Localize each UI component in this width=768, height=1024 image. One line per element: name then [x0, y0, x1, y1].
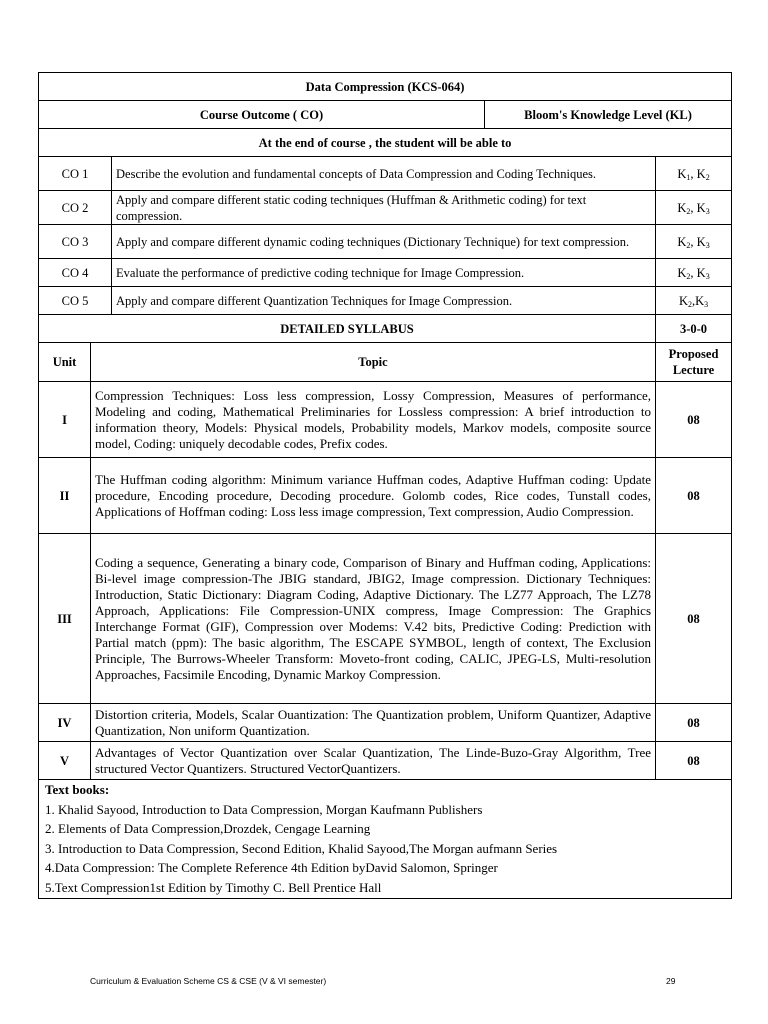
syllabus-row: [39, 458, 732, 534]
co-description: Describe the evolution and fundamental concepts of Data Compression and Coding Techniques.: [112, 157, 656, 191]
co-id: CO 2: [39, 191, 112, 225]
co-knowledge-level: $K_2$, $K_3$: [656, 191, 732, 225]
unit-lectures: 08: [656, 534, 732, 704]
co-knowledge-level: $K_1$, $K_2$: [656, 157, 732, 191]
topic-column-header: Topic: [91, 343, 656, 382]
unit-number: III: [39, 534, 91, 704]
course-table: [38, 72, 732, 899]
lecture-column-header: Proposed Lecture: [656, 343, 732, 382]
unit-topic: Advantages of Vector Quantization over Scalar Quantization, The Linde-Buzo-Gray Algorithm, Tree structured Vector Quantizers. Structured VectorQuantizers.: [91, 742, 656, 780]
unit-number: V: [39, 742, 91, 780]
unit-number: II: [39, 458, 91, 534]
co-row: [39, 259, 732, 287]
unit-lectures: 08: [656, 704, 732, 742]
blooms-level-header: Bloom's Knowledge Level (KL): [485, 101, 732, 129]
co-knowledge-level: $K_2,K_3$: [656, 287, 732, 315]
textbook-item: 5.Text Compression1st Edition by Timothy C. Bell Prentice Hall: [45, 879, 382, 895]
unit-column-header: Unit: [39, 343, 91, 382]
course-outcome-header: Course Outcome ( CO): [39, 101, 485, 129]
co-description: Apply and compare different Quantization Techniques for Image Compression.: [112, 287, 656, 315]
textbook-item: 1. Khalid Sayood, Introduction to Data Compression, Morgan Kaufmann Publishers: [45, 801, 483, 817]
co-id: CO 3: [39, 225, 112, 259]
outcome-intro: At the end of course , the student will be able to: [39, 129, 732, 157]
co-description: Evaluate the performance of predictive coding technique for Image Compression.: [112, 259, 656, 287]
textbooks-title: Text books:: [45, 782, 110, 797]
unit-lectures: 08: [656, 382, 732, 458]
co-id: CO 1: [39, 157, 112, 191]
co-row: [39, 191, 732, 225]
syllabus-row: [39, 534, 732, 704]
unit-topic: Compression Techniques: Loss less compression, Lossy Compression, Measures of performance, Modeling and coding, Mathematical Preliminaries for Lossless compression: A brief introduction to information theory, Models: Physical models, Probability models, Markov models, composite source model, Coding: uniquely decodable codes, Prefix codes.: [91, 382, 656, 458]
syllabus-ltp: 3-0-0: [656, 315, 732, 343]
syllabus-row: [39, 704, 732, 742]
syllabus-title: DETAILED SYLLABUS: [39, 315, 656, 343]
textbook-item: 3. Introduction to Data Compression, Second Edition, Khalid Sayood,The Morgan aufmann Series: [45, 840, 558, 856]
co-knowledge-level: $K_2$, $K_3$: [656, 225, 732, 259]
textbook-item: 2. Elements of Data Compression,Drozdek, Cengage Learning: [45, 821, 371, 837]
co-id: CO 4: [39, 259, 112, 287]
co-knowledge-level: $K_2$, $K_3$: [656, 259, 732, 287]
co-row: [39, 157, 732, 191]
syllabus-row: [39, 742, 732, 780]
co-description: Apply and compare different dynamic coding techniques (Dictionary Technique) for text compression.: [112, 225, 656, 259]
footer-page-number: 29: [666, 976, 676, 986]
unit-topic: Coding a sequence, Generating a binary code, Comparison of Binary and Huffman coding, Applications: Bi-level image compression-The JBIG standard, JBIG2, Image compression. Dictionary Techniques: Introduction, Static Dictionary: Diagram Coding, Adaptive Dictionary. The LZ77 Approach, The LZ78 Approach, Applications: File Compression-UNIX compress, Image Compression: The Graphics Interchange Format (GIF), Compression over Modems: V.42 bits, Predictive Coding: Prediction with Partial match (ppm): The basic algorithm, The ESCAPE SYMBOL, length of context, The Exclusion Principle, The Burrows-Wheeler Transform: Moveto-front coding, CALIC, JPEG-LS, Multi-resolution Approaches, Facsimile Encoding, Dynamic Markoy Compression.: [91, 534, 656, 704]
co-description: Apply and compare different static coding techniques (Huffman & Arithmetic coding) for text compression.: [112, 191, 656, 225]
footer-scheme-text: Curriculum & Evaluation Scheme CS & CSE (V & VI semester): [90, 976, 327, 986]
unit-topic: Distortion criteria, Models, Scalar Ouantization: The Quantization problem, Uniform Quantizer, Adaptive Quantization, Non uniform Quantization.: [91, 704, 656, 742]
syllabus-row: [39, 382, 732, 458]
textbooks-section: [39, 780, 732, 899]
unit-lectures: 08: [656, 458, 732, 534]
textbook-item: 4.Data Compression: The Complete Reference 4th Edition byDavid Salomon, Springer: [45, 860, 498, 876]
unit-number: I: [39, 382, 91, 458]
unit-number: IV: [39, 704, 91, 742]
unit-lectures: 08: [656, 742, 732, 780]
co-row: [39, 287, 732, 315]
unit-topic: The Huffman coding algorithm: Minimum variance Huffman codes, Adaptive Huffman coding: Update procedure, Encoding procedure, Decoding procedure. Golomb codes, Rice codes, Tunstall codes, Applications of Hoffman coding: Loss less image compression, Text compression, Audio Compression.: [91, 458, 656, 534]
co-id: CO 5: [39, 287, 112, 315]
textbooks-cell: [39, 780, 732, 899]
co-row: [39, 225, 732, 259]
course-title: Data Compression (KCS-064): [39, 73, 732, 101]
